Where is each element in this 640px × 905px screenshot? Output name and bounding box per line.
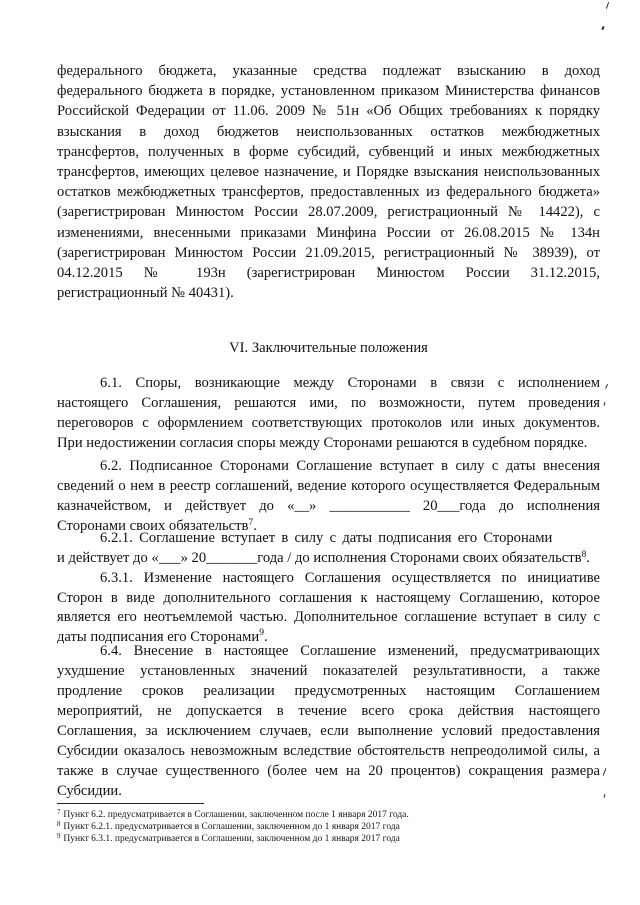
scan-mark (601, 26, 604, 30)
clause-6-4-line: продление сроков реализации предусмотренных настоящим Соглашением (57, 683, 600, 699)
intro-line: регистрационный № 40431). (57, 285, 234, 302)
clause-6-1 (57, 373, 600, 453)
scan-mark (604, 794, 606, 798)
clause-6-2-line: 6.2. Подписанное Сторонами Соглашение вступает в силу с даты внесения (100, 458, 600, 474)
line-text: Сторонами своих обязательств (57, 518, 249, 534)
clause-6-1-line: При недостижении согласия споры между Сторонами решаются в судебном порядке. (57, 435, 588, 451)
scan-mark (605, 384, 608, 389)
intro-line: трансфертов, имеющих целевое назначение, и Порядке взыскания неиспользованных (57, 164, 600, 181)
section-heading: VI. Заключительные положения (229, 340, 428, 356)
intro-line: изменениями, внесенными приказами Минфина России от 26.08.2015 № 134н (57, 224, 600, 241)
footnote (57, 821, 600, 833)
footnote-ref-7: 7 (248, 516, 254, 528)
clause-6-2 (57, 456, 600, 536)
intro-line: трансфертов, полученных в форме субсидий, субвенций и иных межбюджетных (57, 143, 600, 160)
clause-6-4-line: 6.4. Внесение в настоящее Соглашение изменений, предусматривающих (100, 643, 600, 659)
scan-mark (603, 768, 607, 776)
clause-6-4 (57, 641, 600, 801)
clause-6-2-1-line: 6.2.1. Соглашение вступает в силу с даты подписания его Сторонами (100, 530, 553, 546)
intro-line: взыскания в доход бюджетов неиспользованных остатков межбюджетных (57, 123, 600, 140)
clause-6-4-line: Соглашения, за исключением случаев, если выполнение условий предоставления (57, 723, 600, 739)
intro-line: федерального бюджета, указанные средства подлежат взысканию в доход (57, 63, 600, 79)
intro-line: Российской Федерации от 11.06. 2009 № 51н «Об Общих требованиях к порядку (57, 103, 600, 120)
footnotes (57, 809, 600, 845)
intro-line: федерального бюджета в порядке, установленном приказом Министерства финансов (57, 83, 600, 100)
footnote-text: Пункт 6.2.1. предусматривается в Соглашении, заключенном до 1 января 2017 года (63, 822, 400, 832)
line-tail: . (586, 550, 590, 566)
line-tail: . (253, 518, 257, 534)
clause-6-4-line: также в случае существенного (более чем на 20 процентов) сокращения размера (57, 763, 600, 779)
scan-mark (606, 2, 610, 9)
clause-6-2-1-last-line (57, 548, 600, 568)
clause-6-3-1-line: является его неотъемлемой частью. Дополнительное соглашение вступает в силу с (57, 609, 600, 625)
clause-6-2-1 (57, 528, 600, 568)
line-tail: . (264, 628, 268, 645)
clause-6-4-line: Субсидии. (57, 783, 122, 799)
footnote-marker: 7 (57, 808, 61, 816)
intro-line: 04.12.2015 № 193н (зарегистрирован Минюстом России 31.12.2015, (57, 265, 600, 282)
clause-6-3-1-line: 6.3.1. Изменение настоящего Соглашения осуществляется по инициативе (100, 570, 600, 586)
footnote-ref-9: 9 (259, 627, 265, 639)
clause-6-1-line: настоящего Соглашения, решаются ими, по возможности, путем проведения (57, 395, 600, 411)
intro-paragraph (57, 61, 600, 303)
footnote (57, 809, 600, 821)
footnote-ref-8: 8 (581, 548, 587, 560)
clause-6-4-line: Субсидии оказалось невозможным вследствие обстоятельств непреодолимой силы, а (57, 743, 600, 759)
footnote-text: Пункт 6.3.1. предусматривается в Соглашении, заключенном до 1 января 2017 года (63, 834, 400, 844)
intro-line: остатков межбюджетных трансфертов, предоставленных из федерального бюджета» (57, 184, 600, 201)
clause-6-2-line: сведений о нем в реестр соглашений, ведение которого осуществляется Федеральным (57, 478, 600, 494)
intro-line: (зарегистрирован Минюстом России 28.07.2009, регистрационный № 14422), с (57, 204, 600, 221)
clause-6-1-line: 6.1. Споры, возникающие между Сторонами в связи с исполнением (100, 375, 600, 391)
footnote-marker: 8 (57, 820, 61, 828)
clause-6-1-line: переговоров с оформлением соответствующих протоколов или иных документов. (57, 415, 600, 431)
clause-6-4-line: мероприятий, не допускается в течение всего срока действия настоящего (57, 703, 600, 719)
footnote (57, 833, 600, 845)
line-text: и действует до «___» 20_______года / до исполнения Сторонами своих обязательств (57, 550, 582, 566)
scan-mark (604, 402, 606, 406)
footnote-text: Пункт 6.2. предусматривается в Соглашении, заключенном после 1 января 2017 года. (63, 810, 409, 820)
clause-6-3-1 (57, 569, 600, 647)
footnote-marker: 9 (57, 832, 61, 840)
clause-6-4-line: ухудшение установленных значений показателей результативности, а также (57, 663, 600, 679)
line-text: даты подписания его Сторонами (57, 628, 260, 645)
clause-6-2-line: казначейством, и действует до «__» ___________ 20___года до исполнения (57, 498, 600, 514)
footnote-separator (57, 803, 204, 804)
clause-6-3-1-line: Сторон в виде дополнительного соглашения к настоящему Соглашению, которое (57, 589, 600, 606)
intro-line: (зарегистрирован Минюстом России 21.09.2015, регистрационный № 38939), от (57, 244, 600, 261)
